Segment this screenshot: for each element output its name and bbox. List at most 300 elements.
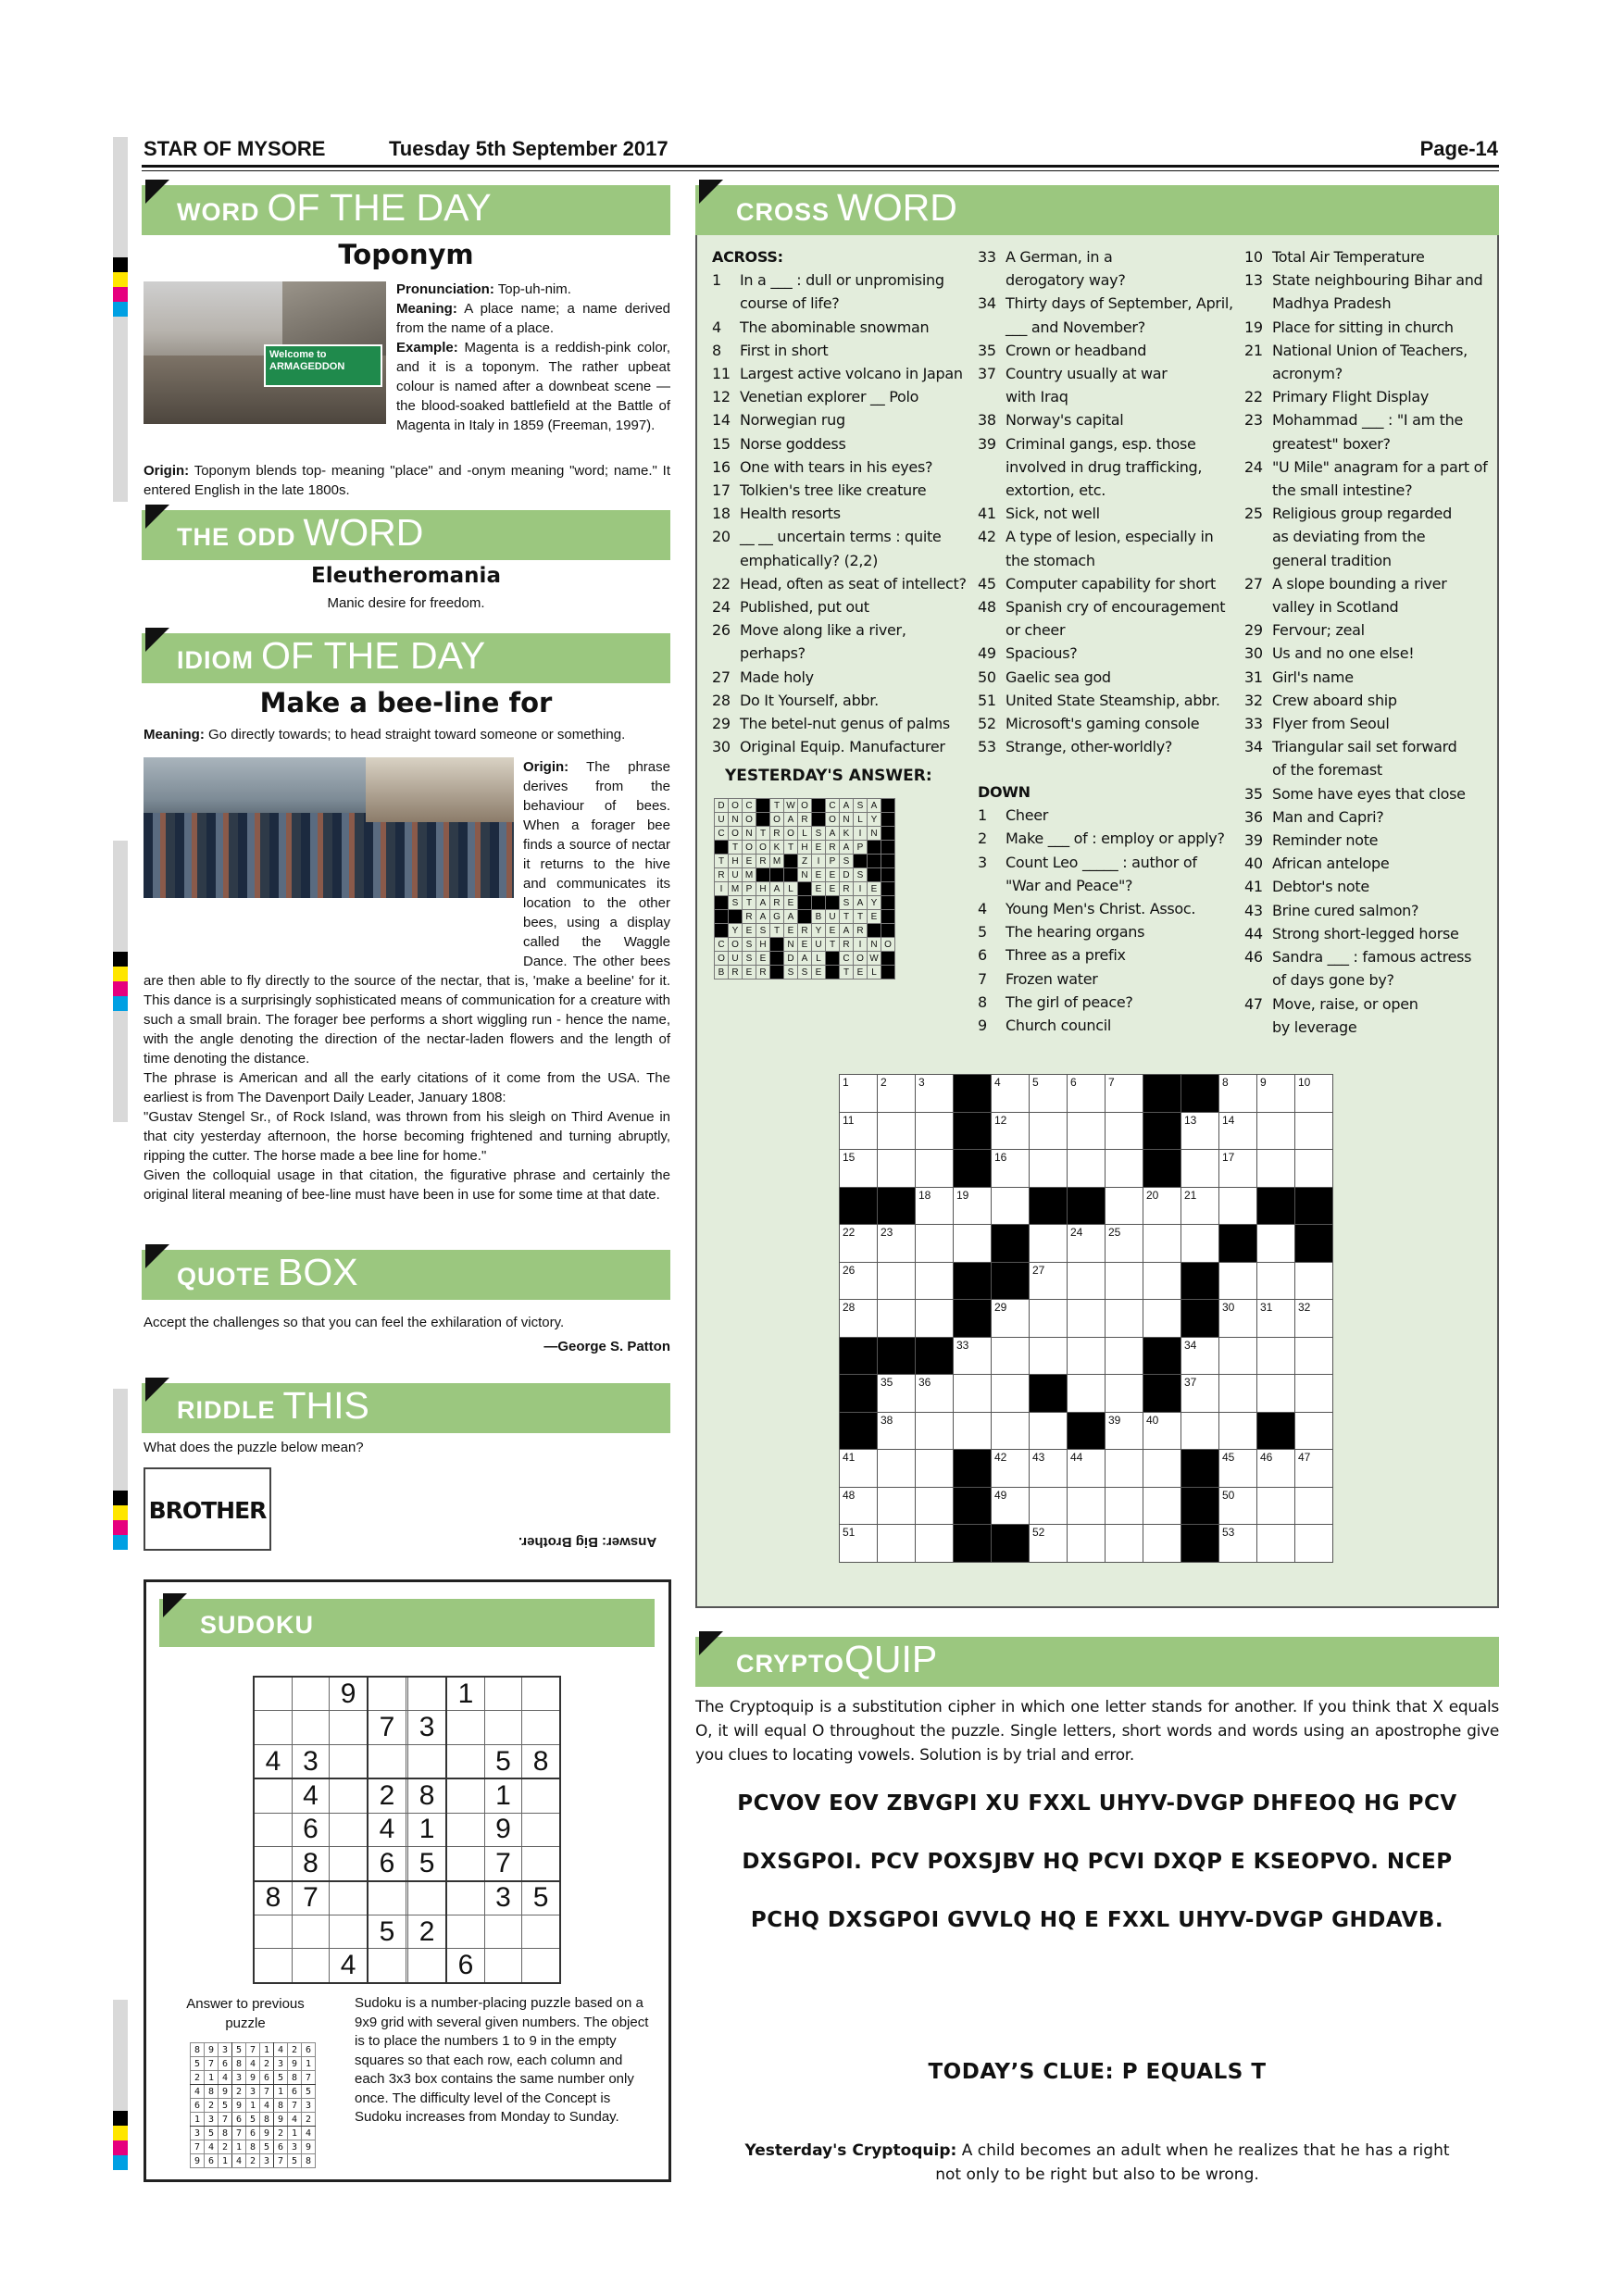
- crossword-cell[interactable]: [1030, 1150, 1068, 1188]
- crossword-cell[interactable]: [1219, 1075, 1257, 1113]
- crossword-cell[interactable]: [1257, 1450, 1295, 1488]
- clue: 20 __ __ uncertain terms : quite: [712, 528, 942, 546]
- answer-cell: L: [798, 827, 812, 841]
- crossword-cell[interactable]: [992, 1412, 1030, 1450]
- clue-number: 34: [1184, 1338, 1197, 1352]
- sudoku-cell[interactable]: [446, 1778, 484, 1813]
- sudoku-cell[interactable]: [292, 1711, 329, 1744]
- crossword-cell[interactable]: [1295, 1412, 1333, 1450]
- registration-yellow: [113, 272, 128, 287]
- crossword-cell[interactable]: [1030, 1412, 1068, 1450]
- crossword-cell[interactable]: [1143, 1487, 1181, 1525]
- answer-cell: P: [826, 855, 840, 868]
- sudoku-cell[interactable]: [522, 1711, 560, 1744]
- black-cell: [1219, 1225, 1257, 1263]
- clue-continued: or cheer: [1006, 621, 1066, 640]
- sudoku-cell[interactable]: [254, 1778, 292, 1813]
- clue-continued: with Iraq: [1006, 388, 1068, 406]
- answer-cell: 6: [302, 2043, 316, 2057]
- answer-cell: 7: [288, 2099, 302, 2113]
- crossword-cell[interactable]: [992, 1300, 1030, 1338]
- crossword-cell[interactable]: [840, 1525, 878, 1563]
- sudoku-cell[interactable]: [330, 1813, 368, 1846]
- crossword-cell[interactable]: [954, 1187, 992, 1225]
- sudoku-cell[interactable]: [522, 1677, 560, 1711]
- black-cell: [840, 1337, 878, 1375]
- crossword-cell[interactable]: [1257, 1075, 1295, 1113]
- crossword-cell[interactable]: [1106, 1375, 1143, 1413]
- sudoku-cell[interactable]: [254, 1949, 292, 1983]
- crossword-cell[interactable]: [878, 1262, 916, 1300]
- answer-cell: S: [840, 855, 854, 868]
- clue-number: 15: [843, 1151, 856, 1165]
- clue: 47 Move, raise, or open: [1244, 994, 1418, 1013]
- crossword-cell[interactable]: [1181, 1187, 1219, 1225]
- sudoku-answer-label: Answer to previous puzzle: [186, 1996, 305, 2031]
- crossword-cell[interactable]: [1030, 1075, 1068, 1113]
- clue-number: 37: [1184, 1376, 1197, 1390]
- crossword-cell[interactable]: [878, 1412, 916, 1450]
- sudoku-cell[interactable]: [330, 1711, 368, 1744]
- sudoku-cell[interactable]: [292, 1949, 329, 1983]
- sudoku-cell[interactable]: [330, 1915, 368, 1949]
- sudoku-cell: 8: [292, 1847, 329, 1881]
- clue: 6 Three as a prefix: [978, 946, 1126, 965]
- crossword-cell[interactable]: [916, 1225, 954, 1263]
- crossword-cell[interactable]: [1030, 1450, 1068, 1488]
- sudoku-cell[interactable]: [254, 1711, 292, 1744]
- quote-text: Accept the challenges so that you can feel the exhilaration of victory.: [144, 1315, 565, 1330]
- registration-yellow: [113, 967, 128, 981]
- crossword-cell[interactable]: [1181, 1412, 1219, 1450]
- answer-cell: 5: [191, 2057, 205, 2071]
- crossword-cell[interactable]: [992, 1187, 1030, 1225]
- crossword-cell[interactable]: [840, 1075, 878, 1113]
- answer-cell: 5: [274, 2071, 288, 2085]
- crossword-cell[interactable]: [1106, 1075, 1143, 1113]
- crossword-cell[interactable]: [954, 1337, 992, 1375]
- crossword-cell[interactable]: [1106, 1412, 1143, 1450]
- answer-cell: R: [756, 966, 770, 980]
- answer-cell: 3: [191, 2127, 205, 2140]
- crossword-cell[interactable]: [1106, 1487, 1143, 1525]
- black-cell: [1181, 1075, 1219, 1113]
- crossword-cell[interactable]: [1030, 1337, 1068, 1375]
- crossword-cell[interactable]: [878, 1375, 916, 1413]
- sudoku-cell: 7: [292, 1881, 329, 1915]
- crossword-cell[interactable]: [1181, 1337, 1219, 1375]
- crossword-cell[interactable]: [1068, 1337, 1106, 1375]
- crossword-cell[interactable]: [1106, 1450, 1143, 1488]
- crossword-cell[interactable]: [1068, 1225, 1106, 1263]
- answer-cell: E: [826, 882, 840, 896]
- sudoku-cell: 6: [292, 1813, 329, 1846]
- crossword-cell[interactable]: [878, 1075, 916, 1113]
- sudoku-cell[interactable]: [330, 1778, 368, 1813]
- sudoku-cell[interactable]: [292, 1677, 329, 1711]
- crossword-cell[interactable]: [1030, 1225, 1068, 1263]
- black-cell: [812, 896, 826, 910]
- crossword-cell[interactable]: [992, 1112, 1030, 1150]
- black-cell: [868, 841, 881, 855]
- clue: 33 Flyer from Seoul: [1244, 715, 1390, 733]
- crossword-cell[interactable]: [916, 1375, 954, 1413]
- crossword-cell[interactable]: [954, 1225, 992, 1263]
- crossword-cell[interactable]: [840, 1262, 878, 1300]
- answer-cell: 7: [246, 2043, 260, 2057]
- crossword-cell[interactable]: [916, 1450, 954, 1488]
- crossword-cell[interactable]: [1219, 1262, 1257, 1300]
- sudoku-cell[interactable]: [330, 1847, 368, 1881]
- crossword-cell[interactable]: [992, 1337, 1030, 1375]
- crossword-cell[interactable]: [1030, 1262, 1068, 1300]
- sudoku-cell[interactable]: [446, 1881, 484, 1915]
- sudoku-cell: 3: [292, 1744, 329, 1778]
- sudoku-cell[interactable]: [446, 1711, 484, 1744]
- crossword-cell[interactable]: [1295, 1337, 1333, 1375]
- sudoku-cell[interactable]: [484, 1949, 521, 1983]
- answer-cell: S: [784, 966, 798, 980]
- black-cell: [881, 910, 895, 924]
- crossword-cell[interactable]: [916, 1412, 954, 1450]
- crossword-cell[interactable]: [840, 1300, 878, 1338]
- crossword-cell[interactable]: [1143, 1412, 1181, 1450]
- black-cell: [715, 910, 729, 924]
- crossword-cell[interactable]: [1068, 1112, 1106, 1150]
- sudoku-cell[interactable]: [484, 1915, 521, 1949]
- crossword-cell[interactable]: [1295, 1262, 1333, 1300]
- sudoku-cell: 6: [368, 1847, 406, 1881]
- answer-cell: 8: [219, 2127, 232, 2140]
- header-rule-thin: [142, 170, 1499, 171]
- answer-cell: 8: [232, 2057, 246, 2071]
- clue: 4 Young Men's Christ. Assoc.: [978, 900, 1196, 918]
- sudoku-cell[interactable]: [408, 1677, 446, 1711]
- crossword-cell[interactable]: [1068, 1525, 1106, 1563]
- crossword-cell[interactable]: [1106, 1300, 1143, 1338]
- answer-cell: U: [715, 813, 729, 827]
- crossword-cell[interactable]: [1219, 1375, 1257, 1413]
- clue-number: 9: [1260, 1076, 1267, 1089]
- clue-number: 40: [1146, 1413, 1159, 1427]
- crossword-cell[interactable]: [878, 1487, 916, 1525]
- crossword-cell[interactable]: [916, 1525, 954, 1563]
- answer-cell: 6: [274, 2140, 288, 2154]
- black-cell: [756, 813, 770, 827]
- crossword-cell[interactable]: [1257, 1300, 1295, 1338]
- crossword-cell[interactable]: [1143, 1525, 1181, 1563]
- crossword-cell[interactable]: [878, 1525, 916, 1563]
- crossword-cell[interactable]: [954, 1412, 992, 1450]
- answer-cell: A: [784, 813, 798, 827]
- crossword-cell[interactable]: [1106, 1187, 1143, 1225]
- crossword-cell[interactable]: [1257, 1262, 1295, 1300]
- crossword-cell[interactable]: [1295, 1112, 1333, 1150]
- crossword-cell[interactable]: [1219, 1450, 1257, 1488]
- crossword-cell[interactable]: [1068, 1075, 1106, 1113]
- crossword-cell[interactable]: [1257, 1337, 1295, 1375]
- answer-cell: A: [826, 827, 840, 841]
- answer-cell: 6: [246, 2127, 260, 2140]
- crossword-cell[interactable]: [878, 1112, 916, 1150]
- sudoku-cell[interactable]: [408, 1881, 446, 1915]
- clue: 19 Place for sitting in church: [1244, 318, 1454, 336]
- crossword-cell[interactable]: [1219, 1150, 1257, 1188]
- answer-cell: I: [715, 882, 729, 896]
- clue: 38 Norway's capital: [978, 411, 1124, 430]
- crossword-cell[interactable]: [916, 1150, 954, 1188]
- sudoku-cell[interactable]: [368, 1677, 406, 1711]
- registration-magenta: [113, 287, 128, 302]
- answer-cell: N: [729, 813, 743, 827]
- answer-cell: L: [868, 966, 881, 980]
- sudoku-cell[interactable]: [330, 1744, 368, 1778]
- crossword-cell[interactable]: [1257, 1525, 1295, 1563]
- crossword-cell[interactable]: [1068, 1150, 1106, 1188]
- crossword-cell[interactable]: [1068, 1487, 1106, 1525]
- header-rule: [142, 165, 1499, 168]
- answer-cell: T: [840, 966, 854, 980]
- clue-number: 29: [994, 1301, 1007, 1315]
- answer-cell: 1: [302, 2057, 316, 2071]
- sudoku-cell[interactable]: [446, 1915, 484, 1949]
- sudoku-cell[interactable]: [446, 1813, 484, 1846]
- sudoku-cell[interactable]: [522, 1813, 560, 1846]
- answer-cell: N: [743, 827, 756, 841]
- crossword-cell[interactable]: [1068, 1300, 1106, 1338]
- crossword-cell[interactable]: [1295, 1300, 1333, 1338]
- crossword-cell[interactable]: [1219, 1187, 1257, 1225]
- answer-cell: S: [840, 896, 854, 910]
- answer-cell: 4: [274, 2043, 288, 2057]
- registration-black: [113, 257, 128, 272]
- crossword-cell[interactable]: [992, 1487, 1030, 1525]
- clue-continued: involved in drug trafficking,: [1006, 457, 1203, 476]
- crossword-cell[interactable]: [1106, 1337, 1143, 1375]
- clue-number: 23: [881, 1226, 893, 1240]
- answer-cell: 5: [219, 2099, 232, 2113]
- clue-continued: course of life?: [740, 294, 840, 313]
- answer-cell: 3: [260, 2154, 274, 2168]
- clue-continued: of days gone by?: [1272, 971, 1394, 990]
- sudoku-cell[interactable]: [330, 1881, 368, 1915]
- crossword-cell[interactable]: [1257, 1112, 1295, 1150]
- sudoku-cell[interactable]: [368, 1949, 406, 1983]
- answer-cell: S: [854, 799, 868, 813]
- black-cell: [1143, 1337, 1181, 1375]
- crossword-cell[interactable]: [1181, 1225, 1219, 1263]
- crossword-cell[interactable]: [1257, 1150, 1295, 1188]
- crossword-cell[interactable]: [916, 1112, 954, 1150]
- sudoku-cell[interactable]: [254, 1847, 292, 1881]
- crossword-cell[interactable]: [1106, 1112, 1143, 1150]
- crossword-cell[interactable]: [1295, 1075, 1333, 1113]
- answer-cell: 7: [191, 2140, 205, 2154]
- clue: 35 Some have eyes that close: [1244, 784, 1466, 803]
- crossword-cell[interactable]: [916, 1075, 954, 1113]
- crossword-cell[interactable]: [992, 1075, 1030, 1113]
- crossword-cell[interactable]: [840, 1225, 878, 1263]
- crossword-cell[interactable]: [992, 1150, 1030, 1188]
- answer-cell: T: [770, 924, 784, 938]
- crossword-cell[interactable]: [1295, 1525, 1333, 1563]
- answer-cell: D: [784, 952, 798, 966]
- crossword-cell[interactable]: [1219, 1412, 1257, 1450]
- black-cell: [881, 813, 895, 827]
- crossword-cell[interactable]: [1143, 1225, 1181, 1263]
- clue: 15 Norse goddess: [712, 434, 846, 453]
- crossword-cell[interactable]: [1106, 1225, 1143, 1263]
- crossword-cell[interactable]: [1030, 1300, 1068, 1338]
- answer-cell: S: [729, 896, 743, 910]
- crossword-cell[interactable]: [1030, 1112, 1068, 1150]
- crossword-cell[interactable]: [1068, 1450, 1106, 1488]
- sudoku-cell[interactable]: [368, 1744, 406, 1778]
- sudoku-cell[interactable]: [522, 1915, 560, 1949]
- crossword-cell[interactable]: [916, 1187, 954, 1225]
- clue-continued: greatest" boxer?: [1272, 434, 1391, 453]
- clue: 18 Health resorts: [712, 505, 841, 523]
- crossword-cell[interactable]: [1106, 1262, 1143, 1300]
- crossword-cell[interactable]: [840, 1112, 878, 1150]
- answer-cell: D: [840, 868, 854, 882]
- crossword-cell[interactable]: [878, 1300, 916, 1338]
- black-cell: [798, 882, 812, 896]
- sudoku-cell[interactable]: [522, 1949, 560, 1983]
- crossword-cell[interactable]: [1143, 1262, 1181, 1300]
- clue-number: 8: [1222, 1076, 1229, 1089]
- crossword-cell[interactable]: [1295, 1450, 1333, 1488]
- crossword-cell[interactable]: [1106, 1150, 1143, 1188]
- registration-strip: [113, 137, 128, 259]
- crossword-cell[interactable]: [992, 1450, 1030, 1488]
- crossword-cell[interactable]: [1219, 1337, 1257, 1375]
- answer-cell: E: [812, 841, 826, 855]
- crossword-cell[interactable]: [1030, 1525, 1068, 1563]
- banner-corner: [145, 1378, 169, 1402]
- crossword-cell[interactable]: [1181, 1375, 1219, 1413]
- sudoku-grid: [253, 1676, 561, 1984]
- clue-number: 45: [1222, 1451, 1235, 1465]
- banner-corner: [145, 505, 169, 529]
- crossword-cell[interactable]: [1295, 1375, 1333, 1413]
- crossword-cell[interactable]: [840, 1487, 878, 1525]
- sudoku-cell[interactable]: [408, 1949, 446, 1983]
- answer-cell: 4: [219, 2071, 232, 2085]
- answer-cell: G: [770, 910, 784, 924]
- clue: 5 The hearing organs: [978, 923, 1145, 942]
- answer-cell: A: [868, 799, 881, 813]
- sudoku-cell[interactable]: [484, 1677, 521, 1711]
- answer-cell: 3: [219, 2043, 232, 2057]
- clue: 45 Computer capability for short: [978, 574, 1217, 593]
- answer-cell: R: [840, 938, 854, 952]
- crossword-cell[interactable]: [1143, 1450, 1181, 1488]
- crossword-cell[interactable]: [840, 1150, 878, 1188]
- armageddon-sign: Welcome to ARMAGEDDON: [264, 344, 382, 387]
- clue: 23 Mohammad ___ : "I am the: [1244, 411, 1464, 430]
- black-cell: [868, 855, 881, 868]
- crossword-cell[interactable]: [1181, 1112, 1219, 1150]
- black-cell: [854, 855, 868, 868]
- crossword-cell[interactable]: [1219, 1525, 1257, 1563]
- black-cell: [1295, 1187, 1333, 1225]
- crossword-cell[interactable]: [878, 1150, 916, 1188]
- sudoku-cell[interactable]: [254, 1677, 292, 1711]
- clue: 25 Religious group regarded: [1244, 505, 1452, 523]
- sudoku-cell[interactable]: [446, 1847, 484, 1881]
- answer-cell: C: [715, 938, 729, 952]
- crossword-cell[interactable]: [1219, 1487, 1257, 1525]
- clue-continued: by leverage: [1272, 1017, 1357, 1036]
- sudoku-cell: 4: [368, 1813, 406, 1846]
- answer-cell: 4: [205, 2140, 219, 2154]
- black-cell: [868, 924, 881, 938]
- sudoku-cell: 2: [408, 1915, 446, 1949]
- crossword-cell[interactable]: [1068, 1262, 1106, 1300]
- crossword-cell[interactable]: [878, 1450, 916, 1488]
- crossword-cell[interactable]: [1295, 1150, 1333, 1188]
- crossword-cell[interactable]: [1068, 1375, 1106, 1413]
- sudoku-cell[interactable]: [484, 1711, 521, 1744]
- crossword-cell[interactable]: [954, 1375, 992, 1413]
- crossword-cell[interactable]: [1295, 1487, 1333, 1525]
- sudoku-cell[interactable]: [522, 1778, 560, 1813]
- crossword-cell[interactable]: [1181, 1150, 1219, 1188]
- answer-cell: 4: [246, 2057, 260, 2071]
- sudoku-cell[interactable]: [408, 1744, 446, 1778]
- crossword-cell[interactable]: [916, 1300, 954, 1338]
- crossword-cell[interactable]: [840, 1450, 878, 1488]
- sudoku-cell[interactable]: [292, 1915, 329, 1949]
- answer-cell: 8: [302, 2154, 316, 2168]
- crossword-cell[interactable]: [1219, 1300, 1257, 1338]
- crossword-cell[interactable]: [916, 1487, 954, 1525]
- sudoku-cell[interactable]: [254, 1915, 292, 1949]
- clue: 39 Reminder note: [1244, 831, 1379, 850]
- answer-cell: 6: [191, 2099, 205, 2113]
- sudoku-cell: 8: [408, 1778, 446, 1813]
- sudoku-cell[interactable]: [254, 1813, 292, 1846]
- crossword-cell[interactable]: [992, 1375, 1030, 1413]
- crossword-cell[interactable]: [1257, 1487, 1295, 1525]
- crossword-cell[interactable]: [1257, 1375, 1295, 1413]
- sudoku-cell: 3: [408, 1711, 446, 1744]
- clue: 24 "U Mile" anagram for a part of: [1244, 457, 1488, 476]
- answer-cell: U: [812, 938, 826, 952]
- page-number: Page-14: [1419, 137, 1498, 160]
- answer-cell: R: [770, 896, 784, 910]
- clue-number: 30: [1222, 1301, 1235, 1315]
- answer-cell: U: [826, 910, 840, 924]
- sudoku-cell[interactable]: [522, 1847, 560, 1881]
- crossword-cell[interactable]: [916, 1262, 954, 1300]
- crossword-cell[interactable]: [1143, 1300, 1181, 1338]
- crossword-cell[interactable]: [1030, 1487, 1068, 1525]
- crossword-cell[interactable]: [1143, 1187, 1181, 1225]
- clue-number: 21: [1184, 1188, 1197, 1202]
- crossword-cell[interactable]: [1106, 1525, 1143, 1563]
- crossword-cell[interactable]: [878, 1225, 916, 1263]
- clue: 41 Debtor's note: [1244, 878, 1369, 896]
- sudoku-cell[interactable]: [368, 1881, 406, 1915]
- answer-cell: O: [854, 952, 868, 966]
- black-cell: [1181, 1487, 1219, 1525]
- sudoku-cell[interactable]: [446, 1744, 484, 1778]
- clue-continued: ___ and November?: [1006, 318, 1145, 336]
- crossword-cell[interactable]: [1219, 1112, 1257, 1150]
- crossword-cell[interactable]: [1257, 1225, 1295, 1263]
